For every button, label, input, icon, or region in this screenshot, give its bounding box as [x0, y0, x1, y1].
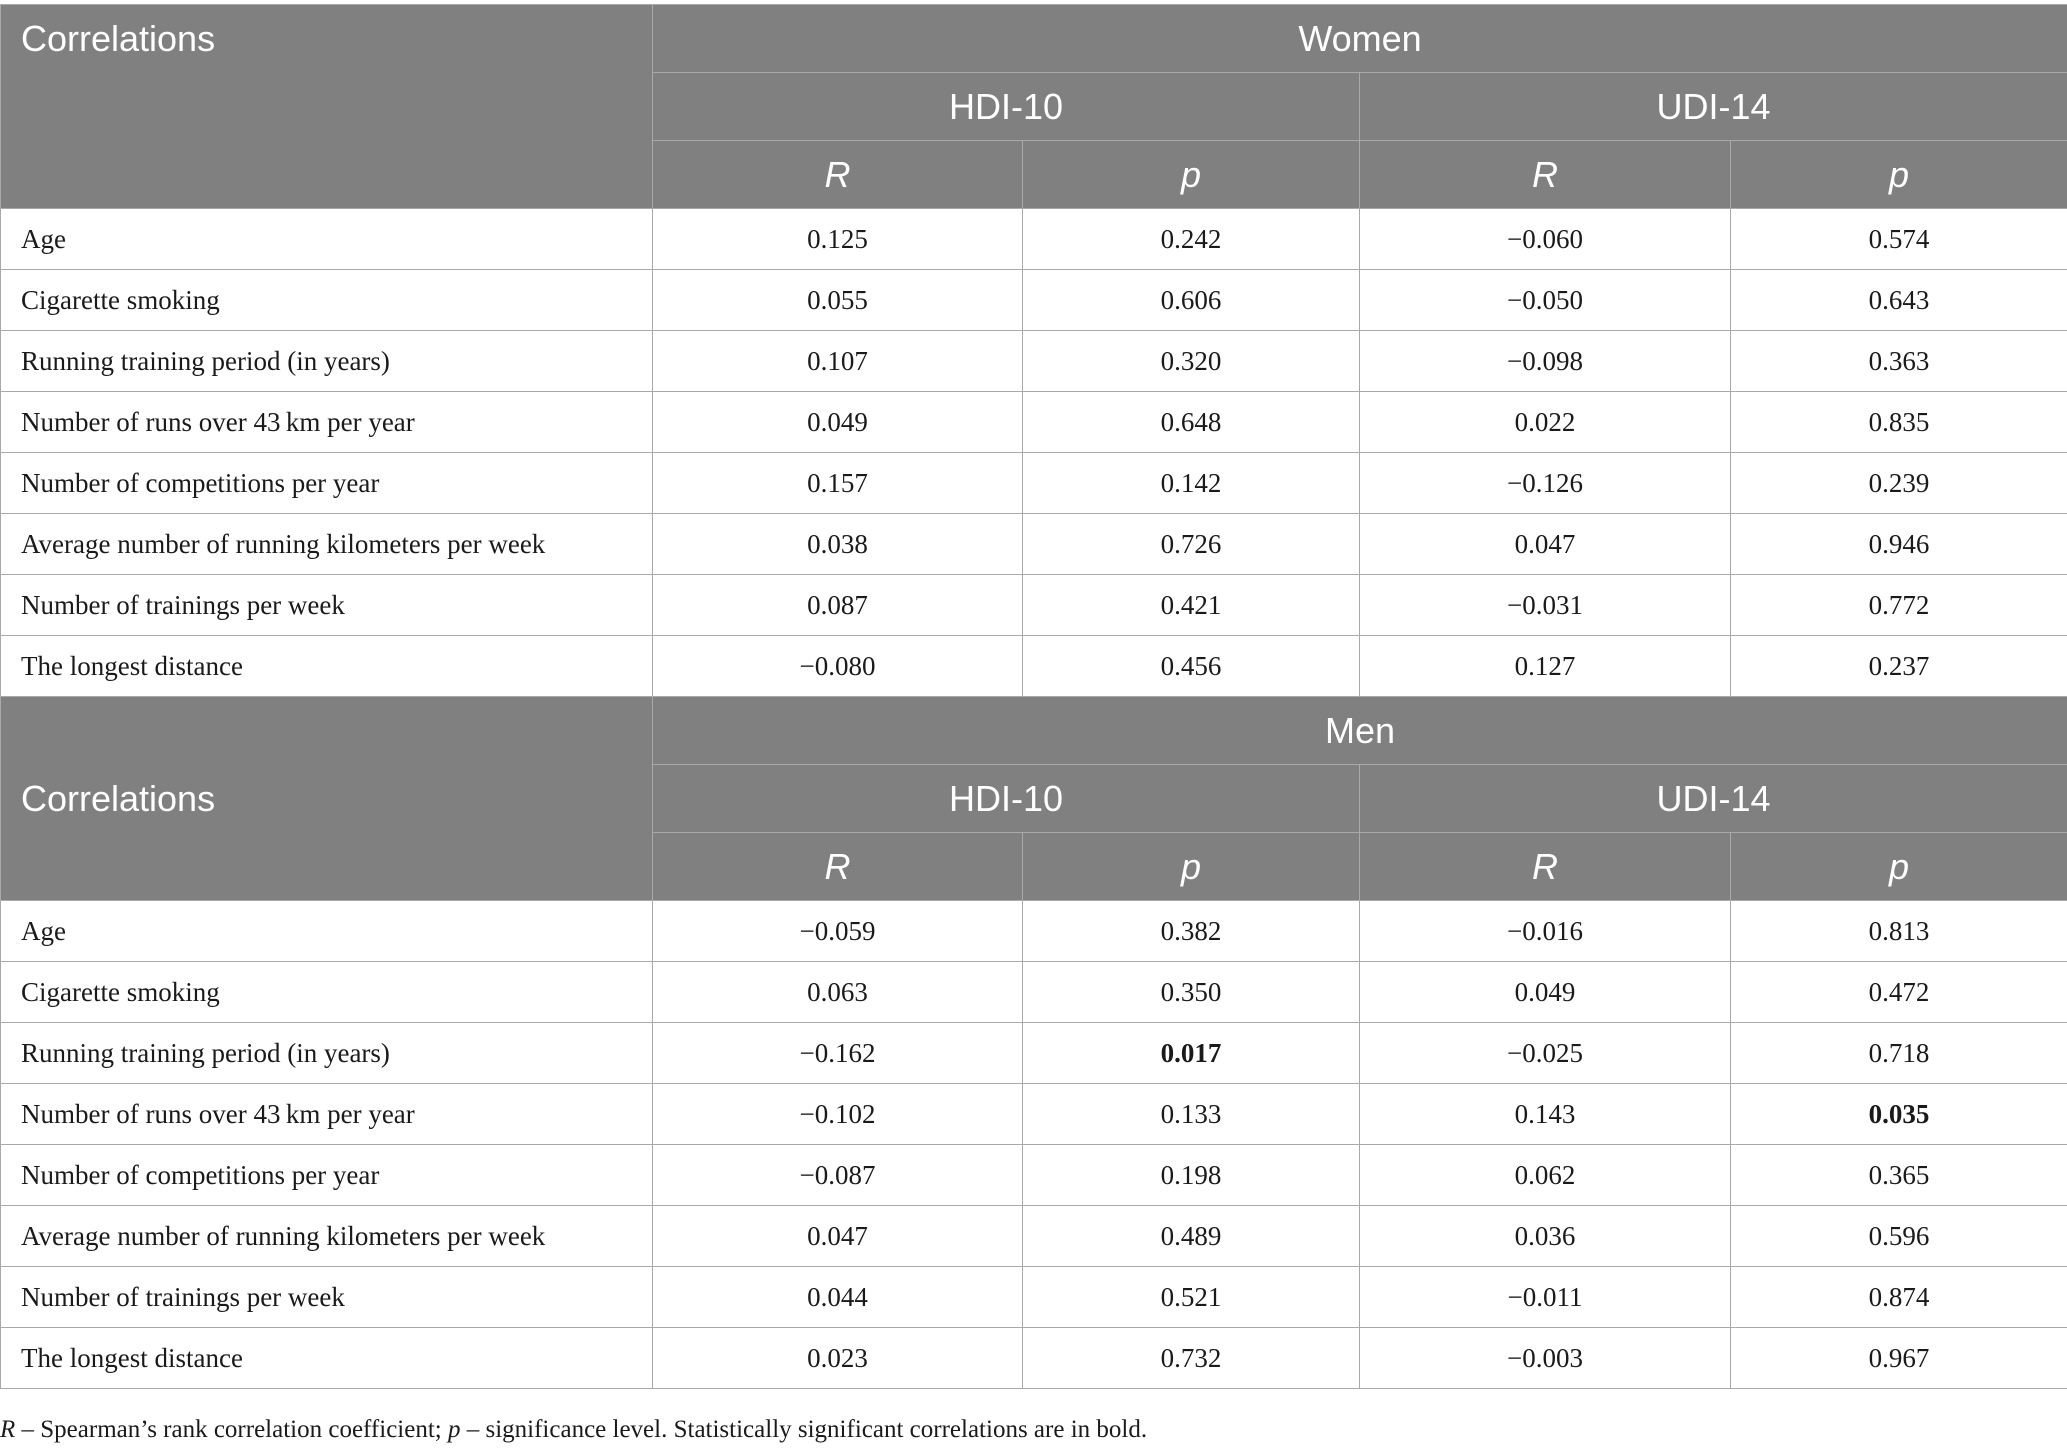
correlation-table — [0, 4, 2067, 1389]
cell-value: 0.596 — [1731, 1206, 2067, 1267]
cell-value: 0.237 — [1731, 636, 2067, 697]
cell-value: 0.063 — [653, 962, 1023, 1023]
cell-value: 0.382 — [1023, 901, 1360, 962]
women-header — [1, 5, 2067, 209]
cell-value: −0.059 — [653, 901, 1023, 962]
cell-value: 0.772 — [1731, 575, 2067, 636]
table-row — [1, 331, 2067, 392]
table-footnote — [0, 1416, 1147, 1444]
footnote-r-text: – Spearman’s rank correlation coefficient; — [15, 1416, 448, 1443]
cell-value: 0.574 — [1731, 209, 2067, 270]
footnote-p-symbol: p — [447, 1416, 461, 1443]
row-label: Average number of running kilometers per week — [1, 1206, 653, 1267]
women-udi14-p-header: p — [1731, 141, 2067, 209]
men-udi14-r-header: R — [1360, 833, 1731, 901]
cell-value: 0.648 — [1023, 392, 1360, 453]
table-row — [1, 1145, 2067, 1206]
table-row — [1, 575, 2067, 636]
cell-value: 0.242 — [1023, 209, 1360, 270]
table-row — [1, 1267, 2067, 1328]
men-header — [1, 697, 2067, 901]
cell-value: −0.003 — [1360, 1328, 1731, 1389]
cell-value: −0.098 — [1360, 331, 1731, 392]
cell-value: 0.023 — [653, 1328, 1023, 1389]
cell-value: 0.087 — [653, 575, 1023, 636]
men-hdi10-header: HDI-10 — [653, 765, 1360, 833]
footnote-p-text: – significance level. Statistically significant correlations are in bold. — [460, 1416, 1148, 1443]
cell-value: 0.365 — [1731, 1145, 2067, 1206]
cell-value: 0.157 — [653, 453, 1023, 514]
women-hdi10-p-header: p — [1023, 141, 1360, 209]
men-corner-label: Correlations — [1, 697, 653, 901]
cell-value: 0.198 — [1023, 1145, 1360, 1206]
cell-value: 0.967 — [1731, 1328, 2067, 1389]
cell-value: 0.489 — [1023, 1206, 1360, 1267]
cell-value: 0.142 — [1023, 453, 1360, 514]
cell-value: 0.718 — [1731, 1023, 2067, 1084]
men-group-header: Men — [653, 697, 2067, 765]
cell-value: 0.835 — [1731, 392, 2067, 453]
table-row — [1, 514, 2067, 575]
row-label: Number of trainings per week — [1, 575, 653, 636]
cell-value: 0.643 — [1731, 270, 2067, 331]
row-label: Number of runs over 43 km per year — [1, 392, 653, 453]
table-row — [1, 962, 2067, 1023]
row-label: Number of trainings per week — [1, 1267, 653, 1328]
cell-value: 0.062 — [1360, 1145, 1731, 1206]
cell-value: 0.874 — [1731, 1267, 2067, 1328]
cell-value: 0.055 — [653, 270, 1023, 331]
cell-value: 0.044 — [653, 1267, 1023, 1328]
table-row — [1, 392, 2067, 453]
cell-value: 0.143 — [1360, 1084, 1731, 1145]
row-label: Number of runs over 43 km per year — [1, 1084, 653, 1145]
cell-value: 0.732 — [1023, 1328, 1360, 1389]
cell-value: 0.036 — [1360, 1206, 1731, 1267]
cell-value-significant: 0.017 — [1023, 1023, 1360, 1084]
cell-value: 0.726 — [1023, 514, 1360, 575]
cell-value: 0.946 — [1731, 514, 2067, 575]
cell-value: −0.050 — [1360, 270, 1731, 331]
table-row — [1, 1023, 2067, 1084]
cell-value: 0.047 — [653, 1206, 1023, 1267]
cell-value: 0.421 — [1023, 575, 1360, 636]
cell-value: −0.060 — [1360, 209, 1731, 270]
row-label: Cigarette smoking — [1, 270, 653, 331]
table-row — [1, 1084, 2067, 1145]
row-label: Age — [1, 209, 653, 270]
footnote-r-symbol: R — [0, 1416, 16, 1443]
women-body — [1, 209, 2067, 697]
cell-value: −0.080 — [653, 636, 1023, 697]
row-label: Number of competitions per year — [1, 453, 653, 514]
cell-value: 0.521 — [1023, 1267, 1360, 1328]
table-row — [1, 209, 2067, 270]
row-label: Cigarette smoking — [1, 962, 653, 1023]
table-row — [1, 453, 2067, 514]
row-label: Age — [1, 901, 653, 962]
cell-value: −0.126 — [1360, 453, 1731, 514]
cell-value: 0.456 — [1023, 636, 1360, 697]
cell-value: −0.011 — [1360, 1267, 1731, 1328]
row-label: Number of competitions per year — [1, 1145, 653, 1206]
table-row — [1, 1206, 2067, 1267]
men-hdi10-r-header: R — [653, 833, 1023, 901]
men-hdi10-p-header: p — [1023, 833, 1360, 901]
women-hdi10-header: HDI-10 — [653, 73, 1360, 141]
men-body — [1, 901, 2067, 1389]
cell-value: 0.320 — [1023, 331, 1360, 392]
row-label: The longest distance — [1, 636, 653, 697]
cell-value: 0.049 — [653, 392, 1023, 453]
cell-value: −0.087 — [653, 1145, 1023, 1206]
cell-value: 0.133 — [1023, 1084, 1360, 1145]
cell-value: 0.127 — [1360, 636, 1731, 697]
women-udi14-header: UDI-14 — [1360, 73, 2067, 141]
cell-value: −0.162 — [653, 1023, 1023, 1084]
women-group-header: Women — [653, 5, 2067, 73]
cell-value: 0.047 — [1360, 514, 1731, 575]
cell-value: 0.472 — [1731, 962, 2067, 1023]
women-hdi10-r-header: R — [653, 141, 1023, 209]
cell-value: −0.016 — [1360, 901, 1731, 962]
women-udi14-r-header: R — [1360, 141, 1731, 209]
women-corner-label: Correlations — [1, 5, 653, 209]
cell-value: 0.813 — [1731, 901, 2067, 962]
cell-value: 0.022 — [1360, 392, 1731, 453]
cell-value: 0.239 — [1731, 453, 2067, 514]
cell-value: −0.102 — [653, 1084, 1023, 1145]
table-row — [1, 270, 2067, 331]
cell-value: 0.125 — [653, 209, 1023, 270]
cell-value: 0.107 — [653, 331, 1023, 392]
cell-value: 0.350 — [1023, 962, 1360, 1023]
cell-value: 0.038 — [653, 514, 1023, 575]
cell-value: −0.025 — [1360, 1023, 1731, 1084]
row-label: Average number of running kilometers per week — [1, 514, 653, 575]
cell-value: −0.031 — [1360, 575, 1731, 636]
table-row — [1, 1328, 2067, 1389]
table-row — [1, 636, 2067, 697]
cell-value-significant: 0.035 — [1731, 1084, 2067, 1145]
cell-value: 0.049 — [1360, 962, 1731, 1023]
men-udi14-header: UDI-14 — [1360, 765, 2067, 833]
cell-value: 0.606 — [1023, 270, 1360, 331]
men-udi14-p-header: p — [1731, 833, 2067, 901]
row-label: The longest distance — [1, 1328, 653, 1389]
table-row — [1, 901, 2067, 962]
cell-value: 0.363 — [1731, 331, 2067, 392]
row-label: Running training period (in years) — [1, 1023, 653, 1084]
row-label: Running training period (in years) — [1, 331, 653, 392]
